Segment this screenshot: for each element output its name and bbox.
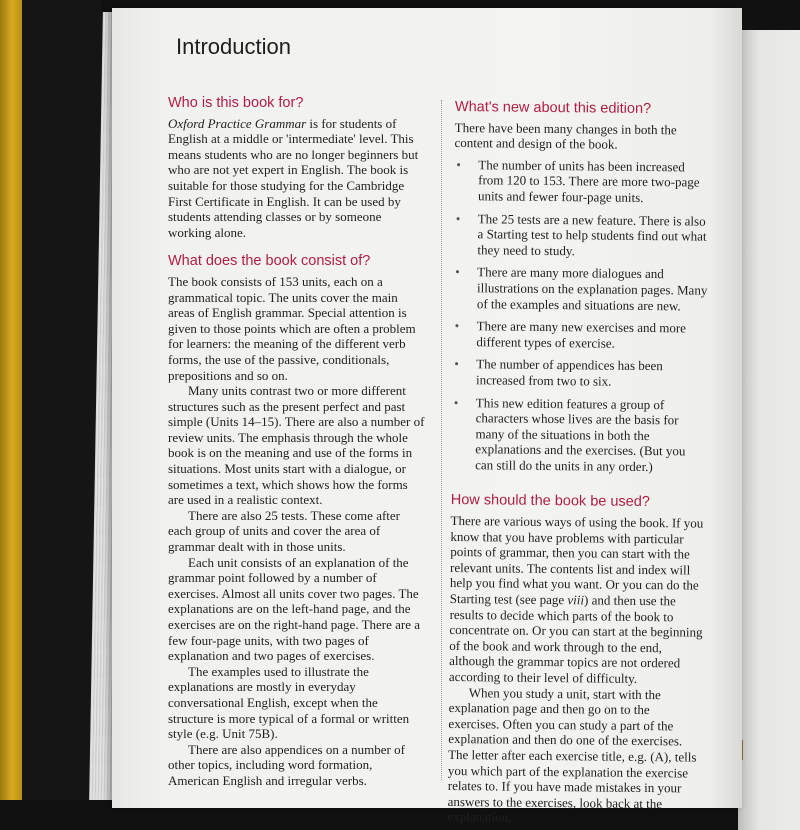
right-column	[447, 100, 710, 828]
paragraph-new-intro: There have been many changes in both the content and design of the book.	[454, 119, 677, 152]
section-heading-consist: What does the book consist of?	[168, 253, 371, 270]
paragraph-use-2: When you study a unit, start with the explanation page and then go on to the exercises. Often you can study a part of the explanation and then do one of the exercises. The letter after each exercise title, e.g. (A), tells you which part of the explanation the exercise relates to. If you have made mistakes in your answers to the exercises, look back at the explanation.	[447, 684, 697, 825]
section-heading-new: What's new about this edition?	[454, 99, 652, 118]
bullet-icon: •	[456, 156, 461, 172]
bullet-icon: •	[453, 394, 459, 410]
adjacent-book-edge	[0, 0, 22, 800]
list-item: • The 25 tests are a new feature. There is also a Starting test to help students find out what they need to study.	[455, 210, 707, 259]
background-gap	[22, 0, 102, 800]
paragraph-who	[168, 116, 426, 241]
left-column	[168, 96, 426, 789]
book-title-italic: Oxford Practice Grammar	[168, 115, 307, 131]
list-item: • The number of units has been increased from 120 to 153. There are more two-page units and fewer four-page units.	[456, 156, 700, 205]
list-item: • This new edition features a group of characters whose lives are the basis for many of the situations in both the explanations and the exercises. (But you can still do the units in any order.)	[453, 394, 686, 474]
paragraph-consist-1: The book consists of 153 units, each on a grammatical topic. The units cover the main areas of English grammar. Special attention is given to those points which are often a problem for learners: the meaning of the different verb forms, the use of the passive, conditionals, prepositions and so on.	[168, 273, 416, 383]
column-divider	[441, 100, 442, 780]
paragraph-consist-2: Many units contrast two or more different structures such as the present perfect and past simple (Units 14–15). There are also a number of review units. The emphasis through the whole book is on the meaning and use of the forms in situations. Most units start with a dialogue, or sometimes a text, which shows how the forms are used in a realistic context.	[168, 383, 425, 508]
paragraph-consist-5: The examples used to illustrate the explanations are mostly in everyday conversational English, except when the structure is more typical of a formal or written style (e.g. Unit 75B).	[168, 663, 410, 742]
section-heading-use: How should the book be used?	[450, 492, 651, 511]
bullet-icon: •	[454, 356, 459, 372]
list-item: • There are many new exercises and more different types of exercise.	[454, 318, 687, 351]
bullet-icon: •	[455, 264, 460, 280]
page-title: Introduction	[176, 34, 291, 59]
paragraph-use-1: There are various ways of using the book. If you know that you have problems with particular points of grammar, then you can start with the relevant units. The contents list and index will help you find what you want. Or you can do the Starting test (see page viii) and then use the results to decide which parts of the book to concentrate on. Or you can start at the beginning of the book and work through to the end, although the grammar topics are not ordered according to their level of difficulty.	[448, 513, 704, 686]
list-item: • The number of appendices has been increased from two to six.	[454, 356, 663, 389]
bullet-list-new	[451, 157, 709, 475]
bullet-icon: •	[454, 318, 460, 334]
paragraph-consist-4: Each unit consists of an explanation of the grammar point followed by a number of exercises. Almost all units cover two pages. The explanations are on the left-hand page, and the exercises are on the right-hand page. There are a few four-page units, with two pages of explanation and two pages of exercises.	[168, 554, 421, 664]
facing-page-edge	[738, 30, 800, 830]
section-heading-who: Who is this book for?	[168, 95, 304, 111]
page-ref-italic: viii	[567, 592, 585, 608]
bullet-icon: •	[455, 210, 461, 226]
paragraph-consist-6: There are also appendices on a number of other topics, including word formation, American English and irregular verbs.	[168, 741, 405, 788]
list-item: • There are many more dialogues and illustrations on the explanation pages. Many of the examples and situations are new.	[455, 264, 708, 313]
paragraph-consist-3: There are also 25 tests. These come after each group of units and cover the area of grammar dealt with in those units.	[168, 507, 400, 555]
paragraph-who-text: is for students of English at a middle or 'intermediate' level. This means students who are no longer beginners but who are not yet expert in English. The book is suitable for those studying for the Cambridge First Certificate in English. It can be used by students attending classes or by someone working alone.	[168, 115, 419, 240]
